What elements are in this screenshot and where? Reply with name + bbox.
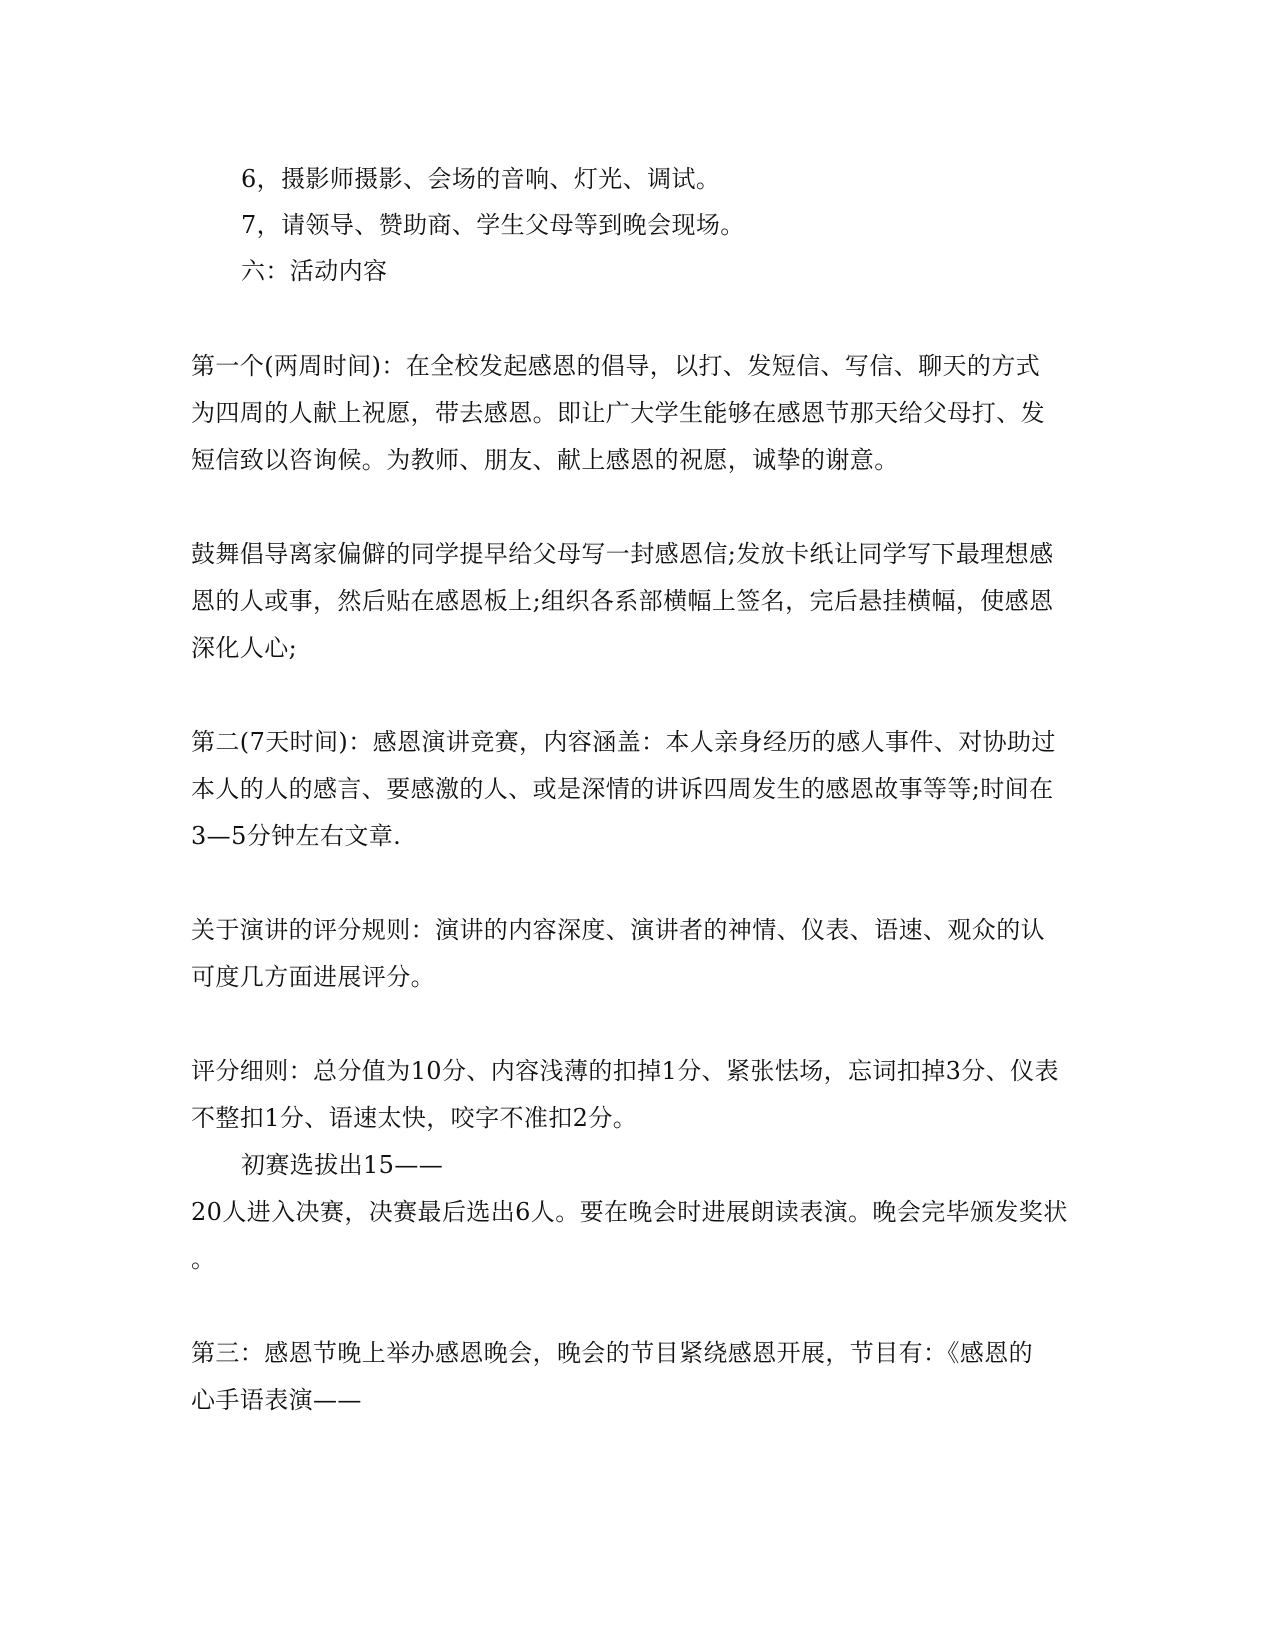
paragraph-scoring-line-2: 不整扣1分、语速太快，咬字不准扣2分。 [191, 1104, 638, 1132]
paragraph-rules-line-1: 关于演讲的评分规则：演讲的内容深度、演讲者的神情、仪表、语速、观众的认 [191, 916, 1045, 944]
paragraph-second-line-3: 3—5分钟左右文章. [191, 822, 402, 850]
paragraph-encourage-line-1: 鼓舞倡导离家偏僻的同学提早给父母写一封感恩信;发放卡纸让同学写下最理想感 [191, 540, 1054, 568]
paragraph-second-line-1: 第二(7天时间)：感恩演讲竞赛，内容涵盖：本人亲身经历的感人事件、对协助过 [191, 728, 1056, 756]
paragraph-prelim-line-3: 。 [191, 1245, 216, 1273]
text-line-item-7: 7，请领导、赞助商、学生父母等到晚会现场。 [241, 211, 745, 239]
section-heading-activity-content: 六：活动内容 [241, 257, 388, 285]
paragraph-second-line-2: 本人的人的感言、要感激的人、或是深情的讲诉四周发生的感恩故事等等;时间在 [191, 775, 1054, 803]
paragraph-third-line-2: 心手语表演—— [191, 1386, 362, 1414]
text-line-item-6: 6，摄影师摄影、会场的音响、灯光、调试。 [241, 165, 721, 193]
paragraph-scoring-line-1: 评分细则：总分值为10分、内容浅薄的扣掉1分、紧张怯场，忘词扣掉3分、仪表 [191, 1057, 1059, 1085]
paragraph-prelim-line-2: 20人进入决赛，决赛最后选出6人。要在晚会时进展朗读表演。晚会完毕颁发奖状 [191, 1198, 1068, 1226]
paragraph-encourage-line-2: 恩的人或事，然后贴在感恩板上;组织各系部横幅上签名，完后悬挂横幅，使感恩 [191, 587, 1054, 615]
paragraph-first-line-3: 短信致以咨询候。为教师、朋友、献上感恩的祝愿，诚挚的谢意。 [191, 446, 899, 474]
paragraph-third-line-1: 第三：感恩节晚上举办感恩晚会，晚会的节目紧绕感恩开展，节目有：《感恩的 [191, 1339, 1033, 1367]
paragraph-encourage-line-3: 深化人心; [191, 634, 298, 662]
paragraph-first-line-1: 第一个(两周时间)：在全校发起感恩的倡导，以打、发短信、写信、聊天的方式 [191, 352, 1041, 380]
paragraph-rules-line-2: 可度几方面进展评分。 [191, 963, 435, 991]
paragraph-first-line-2: 为四周的人献上祝愿，带去感恩。即让广大学生能够在感恩节那天给父母打、发 [191, 399, 1045, 427]
paragraph-prelim-line-1: 初赛选拔出15—— [241, 1151, 444, 1179]
